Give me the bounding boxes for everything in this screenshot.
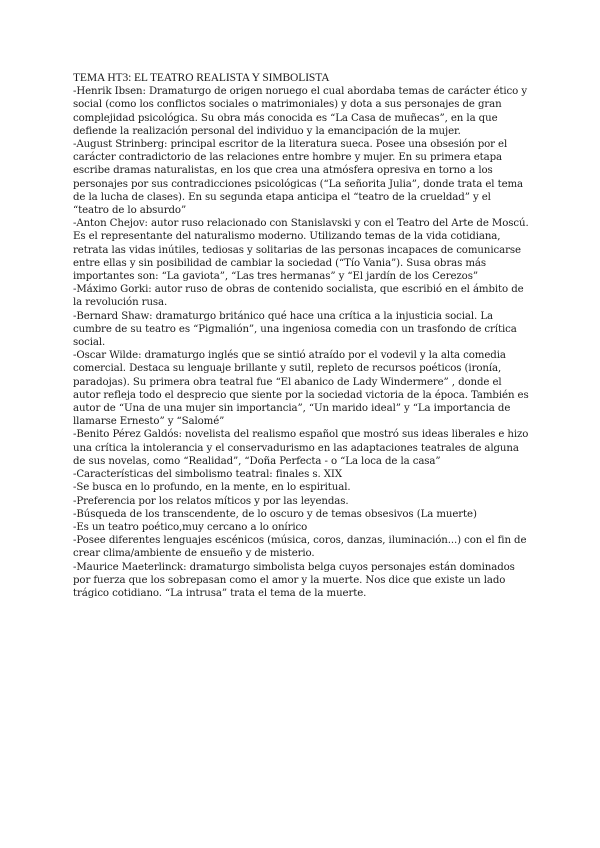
list-item-profundo: -Se busca en lo profundo, en la mente, en lo espiritual. — [73, 482, 351, 494]
paragraph-chejov: -Anton Chejov: autor ruso relacionado con Stanislavski y con el Teatro del Arte de Moscú. Es el representante del naturalismo moderno. Utilizando temas de la vida cotidiana, retrata las vidas inútiles, tediosas y solitarias de las personas incapaces de comunicarse entre ellas y sin posibilidad de cambiar la sociedad (“Tío Vania”). Susa obras más importantes son: “La gaviota”, “Las tres hermanas” y “El jardín de los Cerezos” — [73, 218, 529, 283]
list-item-miticos: -Preferencia por los relatos míticos y por las leyendas. — [73, 495, 349, 507]
paragraph-gorki: -Máximo Gorki: autor ruso de obras de contenido socialista, que escribió en el ámbito de la revolución rusa. — [73, 284, 524, 309]
paragraph-maeterlinck: -Maurice Maeterlinck: dramaturgo simbolista belga cuyos personajes están dominados por fuerza que los sobrepasan como el amor y la muerte. Nos dice que existe un lado trágico cotidiano. “La intrusa” trata el tema de la muerte. — [73, 561, 515, 599]
list-item-transcendente: -Búsqueda de los transcendente, de lo oscuro y de temas obsesivos (La muerte) — [73, 508, 477, 520]
list-item-lenguajes: -Posee diferentes lenguajes escénicos (música, coros, danzas, iluminación...) con el fin de crear clima/ambiente de ensueño y de misterio. — [73, 535, 527, 560]
list-item-poetico: -Es un teatro poético,muy cercano a lo onírico — [73, 521, 308, 533]
document-title: TEMA HT3: EL TEATRO REALISTA Y SIMBOLISTA — [73, 72, 330, 84]
paragraph-galdos: -Benito Pérez Galdós: novelista del realismo español que mostró sus ideas liberales e hizo una crítica la intolerancia y el conservadurismo en las adaptaciones teatrales de alguna de sus novelas, como “Realidad”, “Doña Perfecta - o “La loca de la casa” — [73, 429, 529, 467]
document-body — [73, 72, 529, 600]
paragraph-shaw: -Bernard Shaw: dramaturgo británico qué hace una crítica a la injusticia social. La cumbre de su teatro es “Pigmalión”, una ingeniosa comedia con un trasfondo de crítica social. — [73, 310, 517, 349]
paragraph-simbolismo-heading: -Características del simbolismo teatral: finales s. XIX — [73, 469, 342, 481]
paragraph-wilde: -Oscar Wilde: dramaturgo inglés que se sintió atraído por el vodevil y la alta comedia comercial. Destaca su lenguaje brillante y sutil, repleto de recursos poéticos (ironía, paradojas). Su primera obra teatral fue “El abanico de Lady Windermere” , donde el autor refleja todo el desprecio que siente por la sociedad victoria de la época. También es autor de “Una de una mujer sin importancia”, “Un marido ideal” y “La importancia de llamarse Ernesto” y “Salomé” — [73, 350, 529, 428]
paragraph-strinberg: -August Strinberg: principal escritor de la literatura sueca. Posee una obsesión por el carácter contradictorio de las relaciones entre hombre y mujer. En su primera etapa escribe dramas naturalistas, en los que crea una atmósfera opresiva en torno a los personajes por sus contradicciones psicológicas (“La señorita Julia”, donde trata el tema de la lucha de clases). En su segunda etapa anticipa el “teatro de la crueldad” y el “teatro de lo absurdo” — [73, 139, 524, 217]
paragraph-ibsen: -Henrik Ibsen: Dramaturgo de origen noruego el cual abordaba temas de carácter ético y social (como los conflictos sociales o matrimoniales) y dota a sus personajes de gran complejidad psicológica. Su obra más conocida es “La Casa de muñecas”, en la que defiende la realización personal del individuo y la emancipación de la mujer. — [73, 86, 527, 137]
